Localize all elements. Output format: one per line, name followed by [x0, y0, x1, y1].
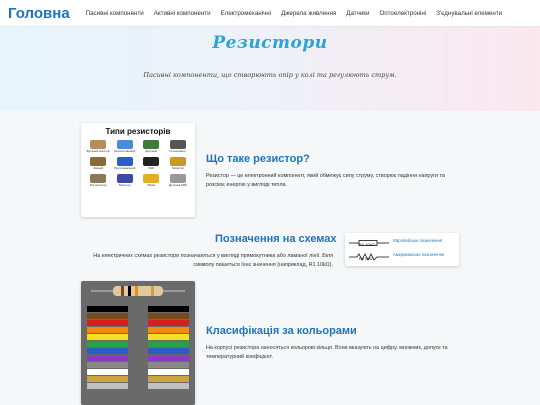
color-band-cell [169, 348, 189, 354]
color-code-row [87, 376, 189, 382]
color-band-cell [87, 334, 107, 340]
color-band-cell [128, 327, 148, 333]
color-band-cell [128, 376, 148, 382]
color-code-table [81, 306, 195, 389]
color-band-cell [128, 320, 148, 326]
color-band-cell [169, 320, 189, 326]
european-symbol-value: R1 10kΩ [359, 242, 375, 247]
color-band-cell [148, 341, 168, 347]
color-band-cell [169, 369, 189, 375]
section-title-schematic-symbols: Позначення на схемах [215, 233, 337, 245]
color-band-cell [87, 376, 107, 382]
color-band-cell [87, 341, 107, 347]
nav-power-sources[interactable]: Джерела живлення [281, 9, 337, 17]
resistor-type-item [139, 140, 164, 153]
color-code-row [87, 355, 189, 361]
resistor-type-picture [143, 174, 159, 183]
resistor-type-picture [143, 140, 159, 149]
resistor-type-picture [117, 174, 133, 183]
resistor-type-label: Потенціометр [169, 150, 187, 153]
resistor-type-item [113, 157, 138, 170]
color-band-cell [87, 369, 107, 375]
nav-optoelectronics[interactable]: Оптоелектроніні [379, 9, 427, 17]
color-band-cell [107, 369, 127, 375]
resistor-type-picture [170, 157, 186, 166]
resistor-type-picture [117, 157, 133, 166]
resistor-type-label: Вугільний резистор [86, 150, 110, 153]
resistor-type-item [139, 174, 164, 187]
page-title: Резистори [212, 33, 328, 53]
color-band-cell [128, 341, 148, 347]
section-text-color-code: На корпусі резистора наносяться кольорові кільця. Вони вказують на цифру, множник, допуск та температурний коефіцієнт. [206, 345, 448, 360]
color-band-cell [107, 313, 127, 319]
resistor-type-label: Дротяний [145, 150, 157, 153]
resistor-body-icon [81, 281, 195, 301]
color-band-cell [87, 348, 107, 354]
resistor-type-item [166, 157, 191, 170]
nav-electromechanical[interactable]: Електромеханічні [220, 9, 272, 17]
color-code-row [87, 306, 189, 312]
top-navigation-bar [0, 0, 540, 27]
color-band-cell [148, 355, 168, 361]
color-band-cell [169, 306, 189, 312]
resistor-type-label: Збірка [147, 184, 156, 187]
color-band-cell [107, 320, 127, 326]
resistor-type-label: Варистор [119, 184, 131, 187]
resistor-type-label: Підстроювальний [114, 167, 136, 170]
color-band-cell [87, 313, 107, 319]
european-symbol-label: Європейське позначення [393, 237, 442, 243]
resistor-type-label: Фоторезистор [89, 184, 107, 187]
color-band-cell [128, 369, 148, 375]
page-subtitle: Пасивні компоненти, що створюють опір у колі та регулюють струм. [143, 71, 397, 79]
color-band-cell [87, 320, 107, 326]
american-resistor-symbol [349, 248, 389, 260]
color-band-cell [128, 306, 148, 312]
nav-connectors[interactable]: З'єднувальні елементи [436, 9, 503, 17]
resistor-type-item [166, 174, 191, 187]
color-band-cell [169, 327, 189, 333]
resistor-type-item [113, 174, 138, 187]
color-band-cell [148, 320, 168, 326]
color-code-row [87, 334, 189, 340]
hero-banner [0, 27, 540, 111]
color-band-cell [87, 327, 107, 333]
color-code-row [87, 362, 189, 368]
resistor-type-picture [170, 174, 186, 183]
resistor-type-label: Термістор [171, 167, 184, 170]
color-band-cell [148, 306, 168, 312]
color-code-row [87, 320, 189, 326]
color-band-cell [148, 334, 168, 340]
resistor-types-grid [81, 136, 195, 191]
color-band-cell [148, 376, 168, 382]
section-title-what-is-resistor: Що таке резистор? [206, 153, 310, 165]
color-code-row [87, 369, 189, 375]
resistor-type-item [86, 140, 111, 153]
main-nav [86, 10, 502, 17]
resistor-type-label: SMD [148, 167, 155, 170]
resistor-type-item [86, 174, 111, 187]
resistor-type-item [166, 140, 191, 153]
color-band-cell [148, 313, 168, 319]
color-band-cell [128, 313, 148, 319]
color-band-cell [107, 327, 127, 333]
color-code-chart-image [81, 281, 195, 405]
color-band-cell [107, 348, 127, 354]
color-band-cell [148, 348, 168, 354]
color-band-cell [148, 327, 168, 333]
color-band-cell [107, 306, 127, 312]
color-band-cell [128, 348, 148, 354]
color-band-cell [169, 355, 189, 361]
american-symbol-row [345, 247, 459, 261]
color-band-cell [128, 334, 148, 340]
color-band-cell [169, 341, 189, 347]
color-band-cell [128, 383, 148, 389]
color-code-row [87, 327, 189, 333]
schematic-symbols-image [345, 233, 459, 266]
nav-sensors[interactable]: Датчики [346, 9, 370, 17]
nav-passive-components[interactable]: Пасивні компоненти [85, 9, 144, 17]
resistor-type-picture [90, 140, 106, 149]
resistor-type-item [113, 140, 138, 153]
color-band-cell [148, 383, 168, 389]
color-band-cell [107, 376, 127, 382]
color-band-cell [169, 362, 189, 368]
color-band-cell [128, 362, 148, 368]
color-band-cell [107, 362, 127, 368]
color-band-cell [169, 334, 189, 340]
color-band-cell [148, 362, 168, 368]
european-symbol-row [345, 233, 459, 247]
color-band-cell [169, 313, 189, 319]
color-band-cell [107, 355, 127, 361]
color-band-cell [128, 355, 148, 361]
color-band-cell [169, 383, 189, 389]
color-band-cell [148, 369, 168, 375]
resistor-type-label: Дротяний SMD [168, 184, 187, 187]
color-band-cell [87, 383, 107, 389]
resistor-type-picture [170, 140, 186, 149]
resistor-type-picture [117, 140, 133, 149]
color-band-cell [169, 376, 189, 382]
color-band-cell [87, 362, 107, 368]
home-link[interactable]: Головна [8, 4, 70, 22]
resistor-type-picture [90, 174, 106, 183]
color-code-row [87, 348, 189, 354]
resistor-type-item [86, 157, 111, 170]
color-band-cell [107, 334, 127, 340]
color-band-cell [107, 383, 127, 389]
american-symbol-label: Американське позначення [393, 251, 445, 257]
resistor-types-image [81, 123, 195, 217]
color-code-row [87, 383, 189, 389]
color-band-cell [87, 355, 107, 361]
resistor-type-picture [90, 157, 106, 166]
american-symbol-value: R2 5kΩ [359, 256, 373, 261]
section-text-schematic-symbols: На електричних схемах резистори позначаються у вигляді прямокутника або ламаної лінії. Біля символу пишеться їхнє значення (наприклад, R1 10kΩ). [93, 253, 333, 268]
resistor-type-item [139, 157, 164, 170]
color-code-row [87, 341, 189, 347]
resistor-type-picture [143, 157, 159, 166]
section-text-what-is-resistor: Резистор — це електронний компонент, який обмежує силу струму, створює падіння напруги та розсіює енергію у вигляді тепла. [206, 173, 445, 188]
nav-active-components[interactable]: Активні компоненти [153, 9, 211, 17]
color-band-cell [87, 306, 107, 312]
resistor-type-label: Металоплівковий [114, 150, 136, 153]
section-title-color-code: Класифікація за кольорами [206, 325, 357, 337]
resistor-type-label: Змінний [93, 167, 104, 170]
color-band-cell [107, 341, 127, 347]
color-code-row [87, 313, 189, 319]
resistor-types-caption: Типи резисторів [105, 127, 171, 136]
european-resistor-symbol [349, 234, 389, 246]
